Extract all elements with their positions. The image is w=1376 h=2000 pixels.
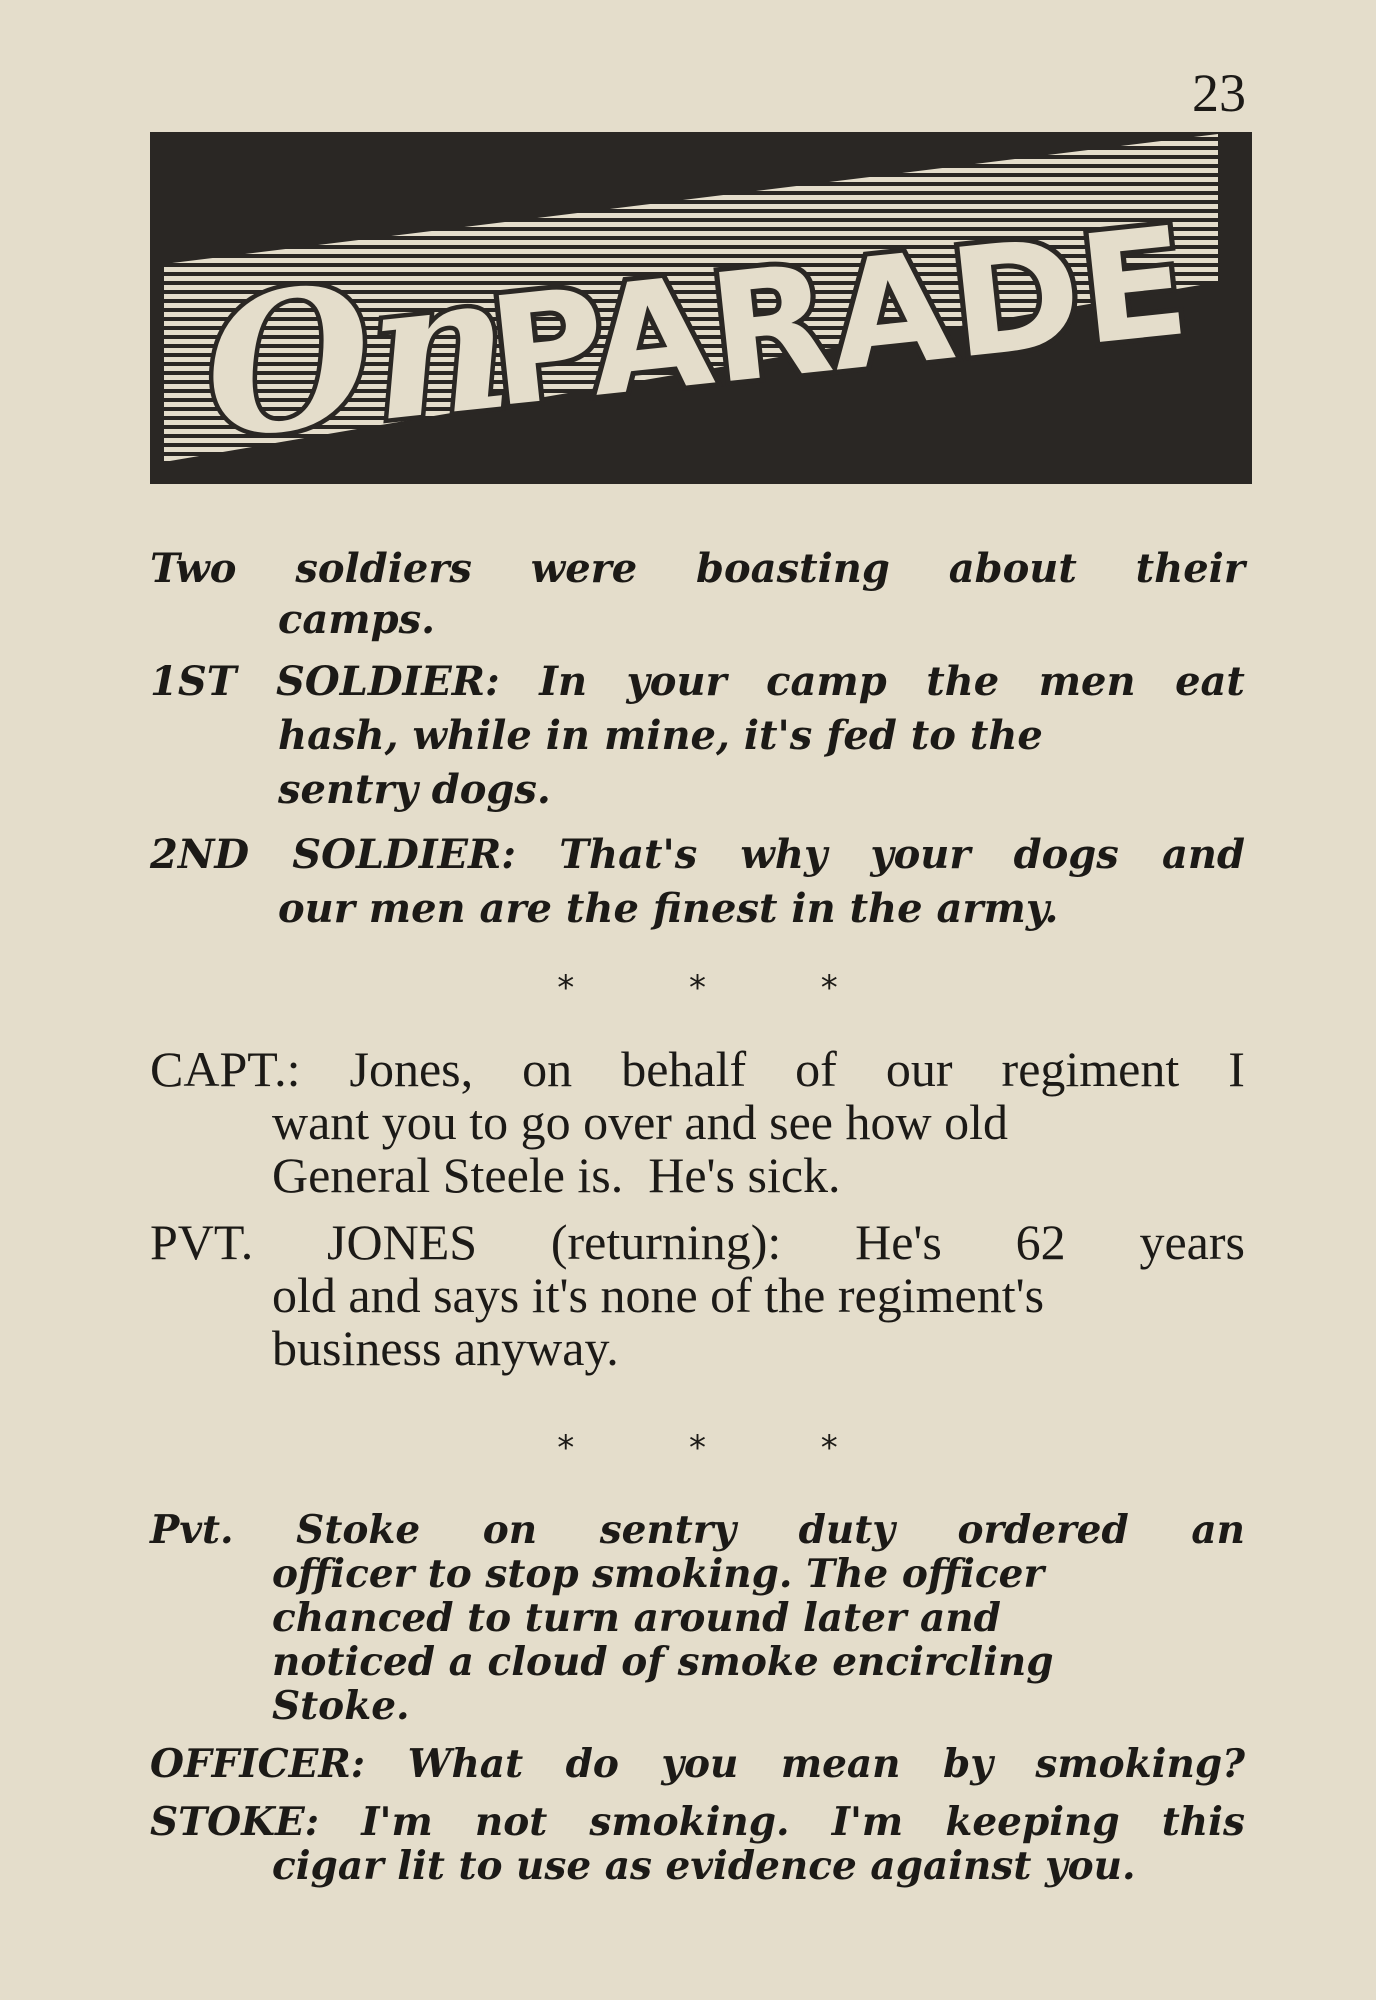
joke2-pvt-line [150, 1322, 1245, 1375]
joke1-intro-line [150, 542, 1245, 596]
officer-text-1-word: by [943, 1741, 993, 1787]
soldier2-text-1-word: your [870, 831, 971, 878]
joke1-intro-text-1-word: Two [150, 545, 237, 592]
stoke-text-1-word: STOKE: [150, 1799, 320, 1845]
capt-text-1-word: of [795, 1041, 837, 1097]
joke-soldiers-boasting [150, 542, 1245, 936]
stoke-intro-text-1-word: on [482, 1507, 538, 1553]
stoke-intro-text-1-word: an [1191, 1507, 1245, 1553]
separator-stars-2: * * * [557, 1428, 890, 1468]
capt-text-1-word: on [522, 1041, 573, 1097]
pvt-text-3: business anyway. [272, 1320, 619, 1376]
capt-text-1-word: Jones, [349, 1041, 474, 1097]
joke1-soldier2-line [150, 828, 1245, 882]
joke1-intro-line [150, 596, 1245, 644]
capt-text-1-word: CAPT.: [150, 1041, 301, 1097]
soldier2-text-1-word: why [740, 831, 828, 878]
officer-text-1-word: smoking? [1035, 1741, 1245, 1787]
stoke-text-1-word: smoking. [589, 1799, 790, 1845]
stoke-intro-text-1-word: Pvt. [150, 1507, 234, 1553]
officer-text-1-word: mean [780, 1741, 901, 1787]
officer-text-1-word: you [661, 1741, 739, 1787]
joke1-intro-text-1-word: their [1135, 545, 1245, 592]
stoke-text-1-word: I'm [361, 1799, 433, 1845]
soldier2-text-2: our men are the finest in the army. [278, 885, 1059, 932]
capt-text-2: want you to go over and see how old [272, 1094, 1008, 1150]
soldier1-text-2: hash, while in mine, it's fed to the [278, 712, 1043, 759]
banner-title: PARADE [481, 198, 1167, 442]
officer-text-1-word: OFFICER: [150, 1741, 366, 1787]
stoke-text-1-word: keeping [945, 1799, 1120, 1845]
joke3-stoke-line [150, 1800, 1245, 1844]
stoke-intro-text-3: chanced to turn around later and [272, 1595, 1001, 1641]
joke3-intro-line [150, 1552, 1245, 1596]
stoke-intro-text-4: noticed a cloud of smoke encircling [272, 1639, 1054, 1685]
stoke-intro-text-2: officer to stop smoking. The officer [272, 1551, 1045, 1597]
joke3-intro-line [150, 1596, 1245, 1640]
stoke-intro-text-1-word: duty [798, 1507, 895, 1553]
capt-text-1-word: I [1228, 1041, 1245, 1097]
soldier1-text-3: sentry dogs. [278, 766, 551, 813]
soldier2-text-1-word: 2ND [150, 831, 250, 878]
joke-stoke-sentry [150, 1508, 1245, 1888]
joke2-capt-line [150, 1149, 1245, 1202]
joke-general-steele [150, 1043, 1245, 1375]
joke1-intro-text-2: camps. [278, 596, 436, 643]
joke3-intro-line [150, 1508, 1245, 1552]
joke3-intro-line [150, 1640, 1245, 1684]
pvt-text-1-word: (returning): [550, 1214, 782, 1270]
joke1-intro-text-1-word: were [530, 545, 638, 592]
pvt-text-1-word: 62 [1015, 1214, 1066, 1270]
joke1-soldier1-line [150, 763, 1245, 817]
stoke-intro-text-1-word: Stoke [296, 1507, 421, 1553]
stoke-text-1-word: I'm [831, 1799, 904, 1845]
stoke-text-1-word: this [1161, 1799, 1245, 1845]
joke1-intro-text-1-word: about [948, 545, 1077, 592]
stoke-text-2: cigar lit to use as evidence against you. [272, 1843, 1136, 1889]
soldier1-text-1-word: camp [766, 658, 887, 705]
pvt-text-2: old and says it's none of the regiment's [272, 1267, 1045, 1323]
joke1-soldier1-line [150, 709, 1245, 763]
stoke-intro-text-1-word: sentry [599, 1507, 737, 1553]
capt-text-1-word: regiment [1001, 1041, 1180, 1097]
soldier1-text-1-word: your [626, 658, 727, 705]
capt-text-1-word: our [885, 1041, 953, 1097]
pvt-text-1-word: JONES [327, 1214, 478, 1270]
joke2-capt-line [150, 1043, 1245, 1096]
capt-text-3: General Steele is. He's sick. [272, 1147, 841, 1203]
joke2-capt-line [150, 1096, 1245, 1149]
soldier2-text-1-word: SOLDIER: [292, 831, 517, 878]
stoke-intro-text-5: Stoke. [272, 1683, 410, 1729]
banner-script-word: On [194, 228, 520, 482]
joke1-intro-text-1-word: boasting [696, 545, 890, 592]
officer-text-1-word: do [565, 1741, 619, 1787]
soldier1-text-1-word: SOLDIER: [275, 658, 500, 705]
soldier1-text-1-word: eat [1175, 658, 1245, 705]
stoke-intro-text-1-word: ordered [957, 1507, 1129, 1553]
pvt-text-1-word: years [1139, 1214, 1245, 1270]
capt-text-1-word: behalf [621, 1041, 747, 1097]
separator-stars-1: * * * [557, 968, 890, 1008]
on-parade-banner [150, 132, 1252, 484]
joke2-pvt-line [150, 1269, 1245, 1322]
joke3-officer-line [150, 1742, 1245, 1786]
soldier1-text-1-word: In [539, 658, 588, 705]
soldier1-text-1-word: the [926, 658, 1000, 705]
joke1-soldier1-line [150, 655, 1245, 709]
joke3-stoke-line [150, 1844, 1245, 1888]
stoke-text-1-word: not [474, 1799, 548, 1845]
soldier2-text-1-word: That's [559, 831, 698, 878]
soldier1-text-1-word: 1ST [150, 658, 237, 705]
soldier2-text-1-word: dogs [1013, 831, 1119, 878]
joke1-soldier2-line [150, 882, 1245, 936]
joke2-pvt-line [150, 1216, 1245, 1269]
soldier2-text-1-word: and [1161, 831, 1245, 878]
joke1-intro-text-1-word: soldiers [295, 545, 472, 592]
pvt-text-1-word: PVT. [150, 1214, 254, 1270]
soldier1-text-1-word: men [1038, 658, 1136, 705]
pvt-text-1-word: He's [855, 1214, 942, 1270]
joke3-intro-line [150, 1684, 1245, 1728]
officer-text-1-word: What [407, 1741, 524, 1787]
page-number: 23 [1192, 63, 1246, 123]
